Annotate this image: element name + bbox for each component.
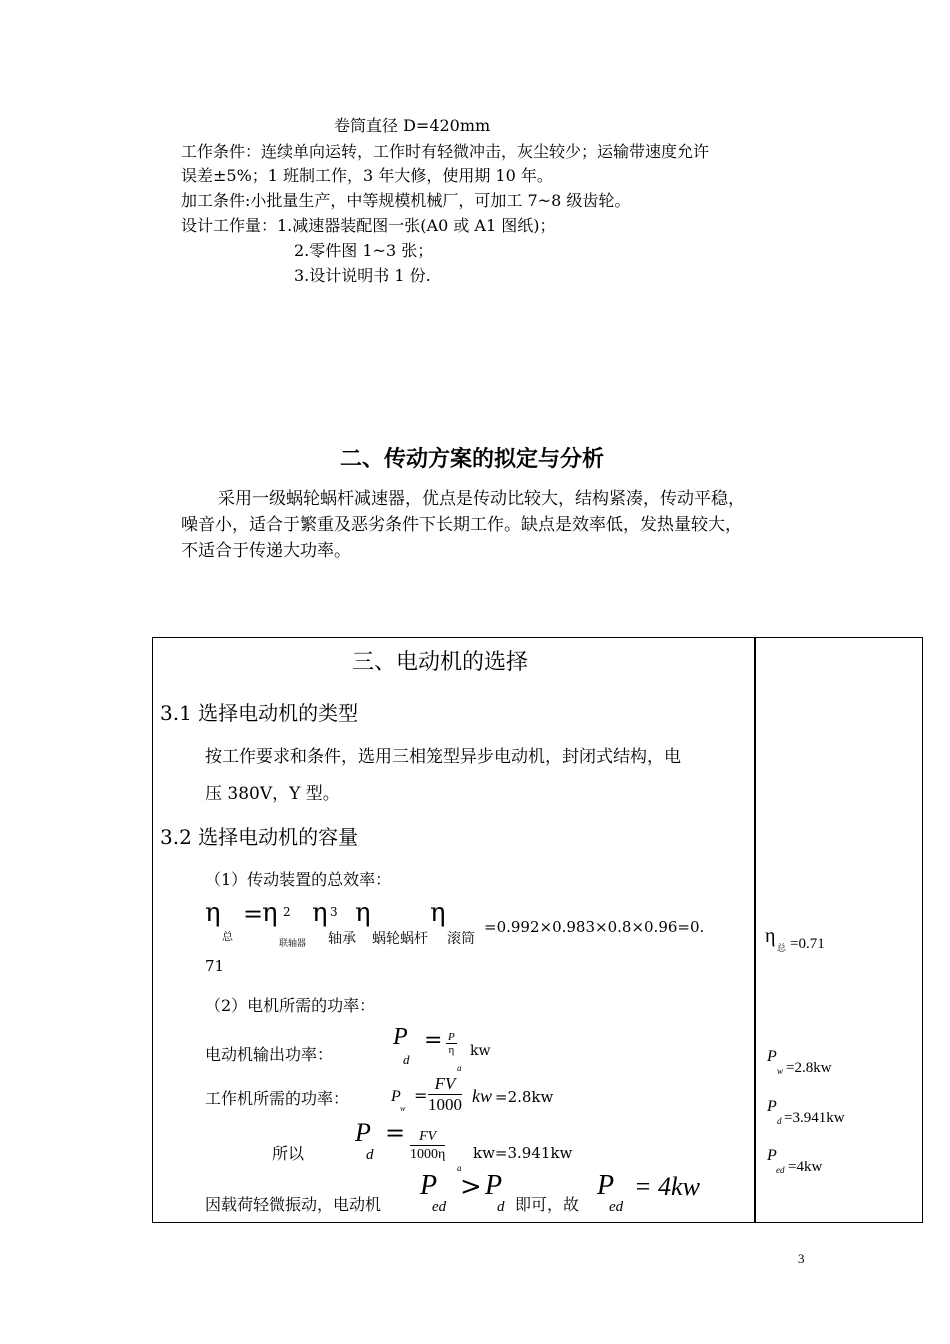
equals-sign: = [243, 900, 264, 928]
eta-sub-worm: 蜗轮蜗杆 [372, 931, 428, 947]
pw-value: =2.8kw [495, 1088, 554, 1106]
workload-line-3: 3.设计说明书 1 份. [294, 266, 431, 285]
total-efficiency-label: （1）传动装置的总效率： [205, 870, 392, 889]
result-eta-value: =0.71 [790, 936, 825, 952]
ped-value: = 4kw [634, 1172, 700, 1201]
load-mid: 即可，故 [515, 1195, 580, 1214]
result-ped-symbol: P [767, 1147, 777, 1164]
motor-output-power-label: 电动机输出功率： [205, 1045, 334, 1064]
result-pw-sub: w [777, 1066, 784, 1076]
pd-fraction-numerator: P [448, 1031, 455, 1043]
pw-symbol: P [391, 1088, 401, 1105]
page-number: 3 [798, 1251, 805, 1266]
eta-worm: η [355, 898, 371, 928]
result-pd-symbol: P [767, 1098, 777, 1115]
result-pd-sub: d [777, 1116, 782, 1126]
motor-type-line-2: 压 380V，Y 型。 [205, 784, 340, 804]
pw-fraction-denominator: 1000 [428, 1095, 462, 1114]
pd2-fraction-numerator: FV [410, 1128, 445, 1146]
work-conditions-line-1: 工作条件：连续单向运转，工作时有轻微冲击，灰尘较少；运输带速度允许 [181, 142, 710, 161]
eta-symbol: η [205, 898, 221, 928]
result-pw-value: =2.8kw [786, 1060, 832, 1076]
subsection-3-1-heading: 3.1 选择电动机的类型 [160, 701, 359, 725]
section2-paragraph-line-3: 不适合于传递大功率。 [181, 541, 351, 561]
ped2-subscript: ed [609, 1199, 624, 1215]
efficiency-value-continued: 71 [205, 957, 225, 975]
pd-fraction-sub-a: a [457, 1063, 462, 1073]
eta-drum: η [430, 898, 446, 928]
section2-title: 二、传动方案的拟定与分析 [340, 447, 605, 472]
section2-paragraph-line-2: 噪音小，适合于繁重及恶劣条件下长期工作。缺点是效率低，发热量较大， [181, 515, 742, 535]
processing-conditions-line: 加工条件:小批量生产，中等规模机械厂，可加工 7~8 级齿轮。 [181, 191, 631, 210]
pw-fraction [428, 1074, 462, 1115]
workload-line-2: 2.零件图 1~3 张； [294, 241, 434, 260]
result-eta-sub: 总 [777, 944, 787, 954]
load-prefix: 因载荷轻微振动，电动机 [205, 1195, 382, 1214]
eta-coupling: η [262, 898, 278, 928]
section3-title: 三、电动机的选择 [352, 650, 529, 675]
ped2-symbol: P [597, 1170, 615, 1201]
subsection-3-2-heading: 3.2 选择电动机的容量 [160, 825, 359, 849]
pd-unit: kw [470, 1043, 491, 1059]
pd2-fraction [410, 1128, 445, 1163]
section2-paragraph-line-1: 采用一级蜗轮蜗杆减速器，优点是传动比较大，结构紧凑，传动平稳， [218, 489, 745, 509]
result-pd-value: =3.941kw [784, 1110, 845, 1126]
eta-sub-drum: 滚筒 [447, 931, 475, 947]
result-pw-symbol: P [767, 1048, 777, 1065]
result-eta-symbol: η [765, 925, 776, 947]
eta-sub-total: 总 [222, 930, 233, 943]
pw-fraction-numerator: FV [428, 1074, 462, 1095]
pd-equals: = [424, 1028, 443, 1053]
work-conditions-line-2: 误差±5%；1 班制工作，3 年大修，使用期 10 年。 [181, 166, 553, 185]
pd-fraction [446, 1031, 457, 1056]
efficiency-value: =0.992×0.983×0.8×0.96=0. [484, 918, 705, 936]
pd-fraction-denominator: η [448, 1044, 455, 1056]
pd-subscript: d [403, 1052, 410, 1067]
pd2-equals: = [385, 1119, 406, 1147]
eta-sub-coupling: 联轴器 [279, 939, 307, 949]
workload-line-1: 设计工作量：1.减速器装配图一张(A0 或 A1 图纸)； [181, 216, 556, 235]
pw-kw-italic: kw [472, 1086, 492, 1106]
pd-symbol: P [393, 1024, 408, 1050]
sup-3: 3 [330, 905, 338, 919]
pd3-symbol: P [485, 1170, 503, 1201]
pd2-value: kw=3.941kw [473, 1144, 573, 1162]
sup-2: 2 [283, 905, 291, 919]
so-label: 所以 [272, 1144, 305, 1163]
motor-type-line-1: 按工作要求和条件，选用三相笼型异步电动机，封闭式结构，电 [205, 747, 681, 767]
required-power-label: （2）电机所需的功率： [205, 996, 376, 1015]
eta-bearing: η [312, 898, 328, 928]
section3-column-divider [754, 637, 756, 1223]
ped-subscript: ed [432, 1199, 447, 1215]
drum-diameter-line: 卷筒直径 D=420mm [334, 116, 491, 135]
result-ped-value: =4kw [788, 1159, 823, 1175]
pd3-subscript: d [497, 1199, 505, 1215]
pd2-symbol: P [355, 1118, 371, 1147]
pw-subscript: w [400, 1104, 406, 1113]
ped-symbol: P [420, 1170, 438, 1201]
pd2-subscript: d [366, 1147, 374, 1163]
pd2-fraction-sub-a: a [457, 1163, 462, 1173]
work-machine-power-label: 工作机所需的功率： [205, 1089, 350, 1108]
eta-sub-bearing: 轴承 [328, 931, 356, 947]
pd2-fraction-denominator: 1000η [410, 1147, 446, 1162]
pw-equals: = [414, 1086, 428, 1105]
result-ped-sub: ed [776, 1165, 785, 1175]
greater-than: > [460, 1172, 482, 1202]
